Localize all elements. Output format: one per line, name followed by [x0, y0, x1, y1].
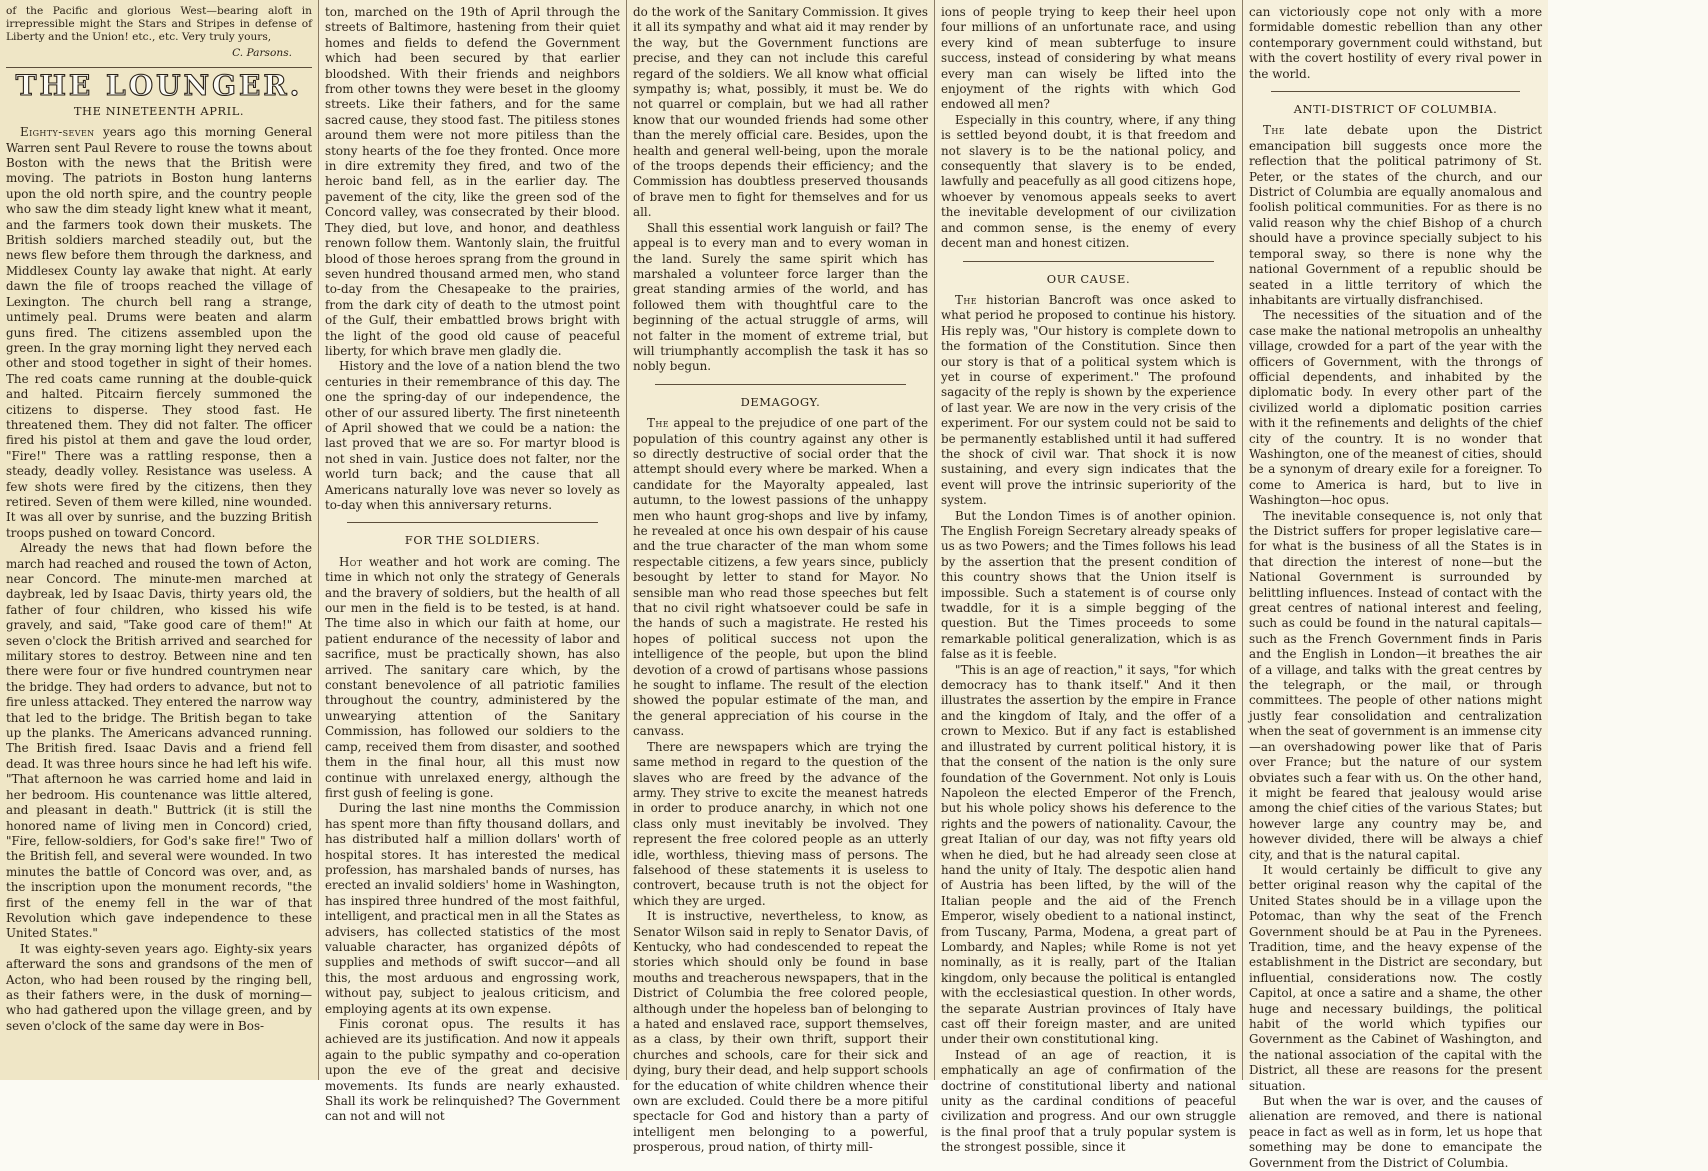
- heading-demagogy: DEMAGOGY.: [740, 394, 821, 409]
- heading-our-cause: OUR CAUSE.: [1046, 271, 1131, 286]
- article-paragraph: History and the love of a nation blend the two centuries in their remembrance of this day. The one the spring-day of our independence, the other of our assured liberty. The first nineteenth of April showed that we could be a nation: the last proved that we are so. For martyr blood is not shed in vain. Justice does not falter, nor the world turn back; and the cause that all Americans naturally love was never so lovely as to-day when this anniversary returns.: [325, 359, 620, 512]
- article-paragraph: It was eighty-seven years ago. Eighty-six years afterward the sons and grandsons of the men of Acton, who had been roused by the ringing bell, as their fathers were, in the dusk of morning—who had gathered upon the village green, and by seven o'clock of the same day were in Bos-: [6, 941, 312, 1033]
- article-paragraph: The necessities of the situation and of the case make the national metropolis an unhealthy village, crowded for a part of the year with the officers of Government, with the throngs of official dependents, and inhabited by the diplomatic body. In every other part of the civilized world a diplomatic position carries with it the refinements and delights of the chief city of the country. It is no wonder that Washington, one of the meanest of cities, should be a synonym of dreary exile for a foreigner. To come to America is hard, but to live in Washington—hoc opus.: [1249, 308, 1542, 508]
- article-paragraph: do the work of the Sanitary Commission. It gives it all its sympathy and what aid it may render by the way, but the Government functions are precise, and they can not include this careful regard of the soldiers. We all know what official sympathy is; what, possibly, it must be. We do not quarrel or complain, but we had all rather know that our wounded friends had some other than the merely official care. Besides, upon the health and general well-being, upon the morale of the troops depends their efficiency; and the Commission has doubtless preserved thousands of brave men to fight for themselves and for us all.: [633, 5, 928, 220]
- article-paragraph: Already the news that had flown before the march had reached and roused the town of Acton, near Concord. The minute-men marched at daybreak, led by Isaac Davis, thirty years old, the father of four children, who kissed his wife gravely, and said, "Take good care of them!" At seven o'clock the British arrived and searched for military stores to destroy. Between nine and ten there were four or five hundred countrymen near the bridge. They had orders to advance, but not to fire unless attacked. They entered the narrow way that led to the bridge. The British began to take up the planks. The Americans advanced running. The British fired. Isaac Davis and a friend fell dead. It was three hours since he had left his wife. "That afternoon he was carried home and laid in her bedroom. His countenance was little altered, and pleasant in death." Buttrick (it is still the honored name of living men in Concord) cried, "Fire, fellow-soldiers, for God's sake fire!" Two of the British fell, and several were wounded. In two minutes the battle of Concord was over, and, as the inscription upon the monument records, "the first of the enemy fell in the war of that Revolution which gave independence to these United States.": [6, 541, 312, 941]
- heading-nineteenth-april: THE NINETEENTH APRIL.: [73, 103, 245, 118]
- article-paragraph: Instead of an age of reaction, it is emphatically an age of confirmation of the doctrine of constitutional liberty and national unity as the cardinal conditions of peaceful civilization and progress. And our own struggle is the final proof that a truly popular system is the strongest possible, since it: [941, 1047, 1236, 1155]
- page-margin: [1548, 0, 1708, 1080]
- letter-signature: C. Parsons.: [232, 47, 292, 59]
- article-paragraph: It would certainly be difficult to give any better original reason why the capital of the United States should be in a village upon the Potomac, than why the seat of the French Government should be at Pau in the Pyrenees. Tradition, time, and the heavy expense of the establishment in the District are secondary, but influential, considerations now. The costly Capitol, at once a satire and a shame, the other huge and necessary buildings, the political habit of the world which typifies our Government as the Cabinet of Washington, and the national association of the capital with the District, all these are reasons for the present situation.: [1249, 862, 1542, 1093]
- article-paragraph: The historian Bancroft was once asked to what period he proposed to continue his history. His reply was, "Our history is complete down to the formation of the Constitution. Since then our story is that of a political system which is yet in course of experiment." The profound sagacity of the reply is shown by the experience of last year. We are now in the very crisis of the experiment. For our system could not be said to be permanently established until it had suffered the shock of civil war. That shock it is now sustaining, and every sign indicates that the event will prove the intrinsic superiority of the system.: [941, 292, 1236, 508]
- divider: [963, 261, 1214, 262]
- article-paragraph: But the London Times is of another opinion. The English Foreign Secretary already speaks of us as two Powers; and the Times follows his lead by the assertion that the present condition of this country shows that the Union itself is impossible. Such a statement is of course only twaddle, for it is a simple begging of the question. But the Times proceeds to some remarkable political generalization, which is as false as it is feeble.: [941, 508, 1236, 662]
- column-1: [0, 0, 318, 1080]
- article-paragraph: The inevitable consequence is, not only that the District suffers for proper legislative care—for what is the business of all the States is in that direction the interest of none—but the National Government is surrounded by belittling influences. Instead of contact with the great centres of national interest and feeling, such as could be found in the natural capitals—such as the French Government finds in Paris and the English in London—it breathes the air of a village, and talks with the great centres by the telegraph, or the mail, or through committees. The people of other nations might justly fear consolidation and centralization when the seat of government is an immense city—an overshadowing power like that of Paris over France; but the nature of our system obviates such a fear with us. On the other hand, it might be feared that jealousy would arise among the chief cities of the various States; but however large any country may be, and however divided, there will be always a chief city, and that is the natural capital.: [1249, 508, 1542, 862]
- column-2: [319, 0, 626, 1124]
- article-paragraph: can victoriously cope not only with a more formidable domestic rebellion than any other contemporary government could withstand, but with the covert hostility of every rival power in the world.: [1249, 5, 1542, 81]
- masthead-lounger: THE LOUNGER.: [15, 69, 303, 103]
- article-paragraph: The late debate upon the District emancipation bill suggests once more the reflection that the political patrimony of St. Peter, or the states of the church, and our District of Columbia are equally anomalous and foolish political communities. For as there is no valid reason why the chief Bishop of a church should have a province specially subject to his temporal sway, so there is none why the national Government of a republic should be seated in a little territory of which the inhabitants are virtually disfranchised.: [1249, 123, 1542, 307]
- heading-anti-district: ANTI-DISTRICT OF COLUMBIA.: [1293, 102, 1498, 117]
- article-paragraph: "This is an age of reaction," it says, "for which democracy has to thank itself." And it then illustrates the assertion by the empire in France and the kingdom of Italy, and the offer of a crown to Mexico. But if any fact is established and illustrated by current political history, it is that the consent of the nation is the only sure foundation of the Government. Not only is Louis Napoleon the elected Emperor of the French, but his whole policy shows his deference to the rights and the powers of nationality. Cavour, the great Italian of our day, was not fifty years old when he died, but he had already seen close at hand the unity of Italy. The despotic alien hand of Austria has been lifted, by the will of the Italian people and the aid of the French Emperor, wisely obedient to a national instinct, from Tuscany, Parma, Modena, a great part of Lombardy, and Naples; while Rome is not yet nominally, as it is really, part of the Italian kingdom, only because the political is entangled with the ecclesiastical question. In other words, the separate Austrian provinces of Italy have cast off their foreign master, and are united under their own constitutional king.: [941, 662, 1236, 1047]
- divider: [1271, 91, 1520, 92]
- divider: [347, 522, 598, 523]
- column-3: [627, 0, 934, 1155]
- heading-for-the-soldiers: FOR THE SOLDIERS.: [404, 533, 541, 548]
- article-paragraph: There are newspapers which are trying the same method in regard to the question of the slaves who are freed by the advance of the army. They strive to excite the meanest hatreds in order to produce anarchy, in which not one class only must inevitably be involved. They represent the free colored people as an utterly idle, worthless, thieving mass of persons. The falsehood of these statements it is useless to controvert, because truth is not the object for which they are urged.: [633, 739, 928, 908]
- article-paragraph: Finis coronat opus. The results it has achieved are its justification. And now it appeals again to the public sympathy and co-operation upon the eve of the great and decisive movements. Its funds are nearly exhausted. Shall its work be relinquished? The Government can not and will not: [325, 1017, 620, 1124]
- article-paragraph: It is instructive, nevertheless, to know, as Senator Wilson said in reply to Senator Davis, of Kentucky, who had condescended to repeat the stories which should only be found in base mouths and treacherous newspapers, that in the District of Columbia the free colored people, although under the hopeless ban of belonging to a hated and enslaved race, support themselves, as a class, by their own thrift, support their churches and schools, care for their sick and dying, bury their dead, and help support schools for the education of white children whence their own are excluded. Could there be a more pitiful spectacle for God and history than a party of intelligent men belonging to a powerful, prosperous, proud nation, of thirty mill-: [633, 909, 928, 1155]
- article-paragraph: ton, marched on the 19th of April through the streets of Baltimore, hastening from their quiet homes and fields to defend the Government which had been secured by that earlier bloodshed. With their friends and neighbors from other towns they were beset in the gloomy streets. Like their fathers, and for the same sacred cause, they stood fast. The pitiless stones around them were not more pitiless than the stony hearts of the foe they fronted. Once more in dire extremity they fired, and two of the heroic band fell, as in the earlier day. The pavement of the city, like the green sod of the Concord valley, was consecrated by their blood. They died, but love, and honor, and deathless renown follow them. Wantonly slain, the fruitful blood of those heroes sprang from the ground in seven hundred thousand armed men, who stand to-day from the Chesapeake to the prairies, from the dark city of death to the utmost point of the Gulf, their embattled brows bright with the light of the good old cause of peaceful liberty, for which brave men gladly die.: [325, 5, 620, 358]
- column-5: [1243, 0, 1548, 1170]
- drop-lead: Eighty-seven: [20, 125, 95, 140]
- divider: [655, 384, 906, 385]
- article-paragraph: Especially in this country, where, if any thing is settled beyond doubt, it is that freedom and not slavery is to be the national policy, and consequently that slavery is to be ended, lawfully and peacefully as all good citizens hope, whoever by venomous appeals seeks to avert the inevitable development of our civilization and common sense, is the enemy of every decent man and honest citizen.: [941, 112, 1236, 251]
- article-paragraph: During the last nine months the Commission has spent more than fifty thousand dollars, and has distributed half a million dollars' worth of hospital stores. It has interested the medical profession, has marshaled bands of nurses, has erected an invalid soldiers' home in Washington, has inspired three hundred of the most faithful, intelligent, and practical men in all the States as advisers, has collected statistics of the most valuable character, has organized dépôts of supplies and methods of swift succor—and all this, the most arduous and engrossing work, without pay, subject to jealous criticism, and employing agents at its own expense.: [325, 801, 620, 1016]
- divider: [6, 67, 312, 68]
- drop-lead: The: [1263, 123, 1285, 138]
- drop-lead: Hot: [339, 554, 363, 569]
- article-paragraph: Shall this essential work languish or fail? The appeal is to every man and to every woman in the land. Surely the same spirit which has marshaled a volunteer force larger than the great standing armies of the world, and has followed them with thoughtful care to the beginning of the actual struggle of arms, will not falter in the moment of extreme trial, but will triumphantly accomplish the task it has so nobly begun.: [633, 220, 928, 374]
- article-paragraph: But when the war is over, and the causes of alienation are removed, and there is national peace in fact as well as in form, let us hope that something may be done to emancipate the Government from the District of Columbia.: [1249, 1094, 1542, 1170]
- drop-lead: The: [955, 292, 977, 307]
- letter-tail: of the Pacific and glorious West—bearing aloft in irrepressible might the Stars and Stripes in defense of Liberty and the Union! etc., etc. Very truly yours,: [6, 5, 312, 43]
- drop-lead: The: [647, 416, 669, 431]
- article-paragraph: The appeal to the prejudice of one part of the population of this country against any other is so directly destructive of social order that the attempt should every where be marked. When a candidate for the Mayoralty appealed, last autumn, to the lowest passions of the unhappy men who haunt grog-shops and live by infamy, he revealed at once his own despair of his cause and the true character of the man whom some respectable citizens, a few years since, publicly besought by letter to stand for Mayor. No sensible man who read those speeches but felt that no civil right whatsoever could be safe in the hands of such a magistrate. He rested his hopes of political success not upon the intelligence of the people, but upon the blind devotion of a crowd of partisans whose passions he sought to inflame. The result of the election showed the popular estimate of the man, and the general appreciation of his course in the canvass.: [633, 416, 928, 739]
- article-paragraph: Eighty-seven years ago this morning General Warren sent Paul Revere to rouse the towns about Boston with the news that the British were moving. The patriots in Boston hung lanterns upon the old north spire, and the country people who saw the dim steady light knew what it meant, and the farmers took down their muskets. The British soldiers marched steadily out, but the news flew before them through the darkness, and Middlesex County lay awake that night. At early dawn the file of troops reached the village of Lexington. The church bell rang a strange, untimely peal. Drums were beaten and alarm guns fired. The citizens assembled upon the green. In the gray morning light they nerved each other and stood together in sight of their homes. The red coats came running at the double-quick and halted. Pitcairn fiercely summoned the citizens to disperse. They stood fast. He threatened them. They did not falter. The officer fired his pistol at them and gave the loud order, "Fire!" There was a rattling response, then a steady, deadly volley. Resistance was useless. A few shots were fired by the citizens, then they retired. Seven of them were killed, nine wounded. It was all over by sunrise, and the buzzing British troops pushed on toward Concord.: [6, 125, 313, 540]
- article-paragraph: ions of people trying to keep their heel upon four millions of an unfortunate race, and using every kind of mean subterfuge to insure success, instead of considering by what means every man can wisely be lifted into the enjoyment of the rights with which God endowed all men?: [941, 5, 1236, 112]
- article-paragraph: Hot weather and hot work are coming. The time in which not only the strategy of Generals and the bravery of soldiers, but the health of all our men in the field is to be tested, is at hand. The time also in which our faith at home, our patient endurance of the necessity of labor and sacrifice, must be practically shown, has also arrived. The sanitary care which, by the constant benevolence of all patriotic families throughout the country, administered by the unwearying attention of the Sanitary Commission, has followed our soldiers to the camp, received them from disaster, and soothed them in the final hour, all this must now continue with unrelaxed energy, although the first gush of feeling is gone.: [325, 554, 621, 800]
- column-4: [935, 0, 1242, 1155]
